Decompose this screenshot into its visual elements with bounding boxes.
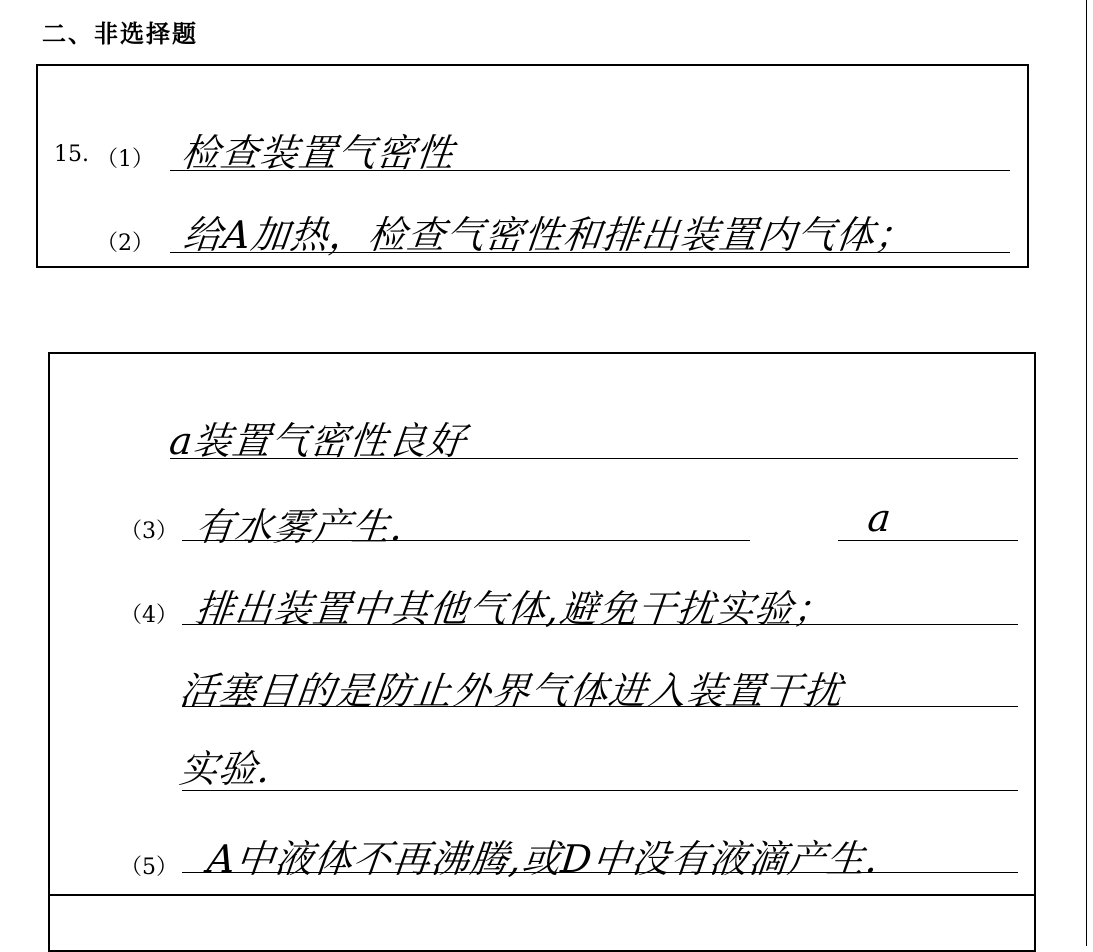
part4-rule2	[182, 706, 1018, 707]
page-edge-line	[1086, 0, 1087, 946]
part3-answer-line	[182, 540, 750, 541]
part3-answer-b: a	[865, 496, 894, 540]
part4-answer-line2: 活塞目的是防止外界气体进入装置干扰	[177, 669, 845, 713]
part2-answer-line	[170, 252, 1010, 253]
part1-answer-line	[170, 170, 1010, 171]
part4-label: （4）	[120, 603, 178, 628]
box-divider	[48, 894, 1036, 896]
part3-label: （3）	[120, 519, 178, 544]
part4-rule1	[182, 624, 1018, 625]
part4-answer-line1: 排出装置中其他气体,避免干扰实验；	[193, 587, 836, 631]
continuation-answer-line	[170, 458, 1018, 459]
part5-label: （5）	[120, 855, 178, 880]
part2-label: （2）	[96, 231, 154, 256]
part3-answer-b-line	[838, 540, 1018, 541]
continuation-answer: a装置气密性良好	[167, 419, 469, 463]
part5-answer: A中液体不再沸腾,或D中没有液滴产生.	[205, 837, 882, 881]
part5-answer-line	[182, 872, 1018, 873]
section-title: 二、非选择题	[42, 20, 198, 48]
part4-answer-line3: 实验.	[177, 747, 274, 791]
part2-answer: 给A加热，检查气密性和排出装置内气体；	[181, 213, 917, 257]
part1-label: （1）	[96, 147, 154, 172]
part3-answer: 有水雾产生.	[193, 505, 407, 549]
part1-answer: 检查装置气密性	[179, 131, 457, 175]
part4-rule3	[182, 790, 1018, 791]
question-number: 15.	[54, 142, 89, 167]
